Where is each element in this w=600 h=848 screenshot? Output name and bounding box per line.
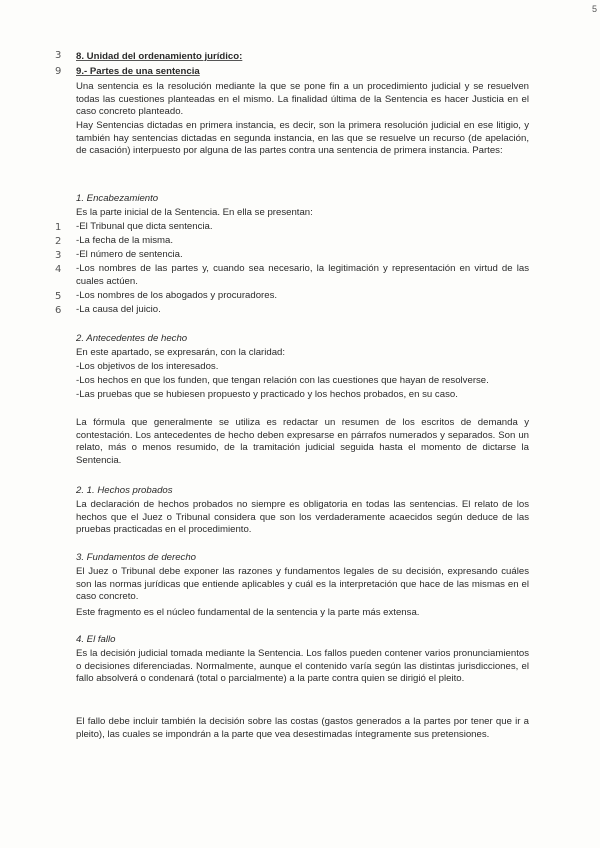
- list-item: -La causa del juicio.: [76, 304, 161, 315]
- paragraph-hechos-probados: La declaración de hechos probados no siempre es obligatoria en todas las sentencias. El relato de los hechos que el Juez o Tribunal considera que son los verdaderamente acaecidos según deduce de las pruebas practicadas en el procedimiento.: [76, 499, 529, 536]
- margin-mark: 3: [55, 250, 62, 261]
- paragraph-antecedentes: La fórmula que generalmente se utiliza es redactar un resumen de los escritos de demanda y contestación. Los antecedentes de hecho deben expresarse en párrafos numerados y separados. Son un relato, más o menos resumido, de la tramitación judicial seguida hasta el momento de dictarse la Sentencia.: [76, 417, 529, 466]
- paragraph-fundamentos: El Juez o Tribunal debe exponer las razones y fundamentos legales de su decisión, expresando cuáles son las normas jurídicas que entiende aplicables y cuál es la interpretación que hace de las mismas en el caso concreto.: [76, 566, 529, 603]
- page-number: 5: [591, 4, 597, 14]
- margin-mark: 2: [55, 236, 62, 247]
- section-title-antecedentes: 2. Antecedentes de hecho: [76, 333, 188, 344]
- section-lead: Es la parte inicial de la Sentencia. En ella se presentan:: [76, 207, 313, 218]
- list-item: -La fecha de la misma.: [76, 235, 174, 246]
- heading-8: 8. Unidad del ordenamiento jurídico:: [76, 51, 243, 62]
- list-item: -Los nombres de las partes y, cuando sea necesario, la legitimación y representación en virtud de las cuales actúen.: [76, 263, 529, 287]
- paragraph-fundamentos-2: Este fragmento es el núcleo fundamental de la sentencia y la parte más extensa.: [76, 607, 420, 618]
- list-item: -El Tribunal que dicta sentencia.: [76, 221, 213, 232]
- margin-mark: 5: [55, 291, 62, 302]
- margin-mark: 6: [55, 305, 62, 316]
- paragraph-fallo: Es la decisión judicial tomada mediante la Sentencia. Los fallos pueden contener varios pronunciamientos o decisiones diferenciadas. Normalmente, aunque el contenido varía según las distintas jurisdicciones, el fallo absolverá o condenará (total o parcialmente) a la parte contra quien se dirigió el pleito.: [76, 648, 529, 685]
- section-title-encabezamiento: 1. Encabezamiento: [76, 193, 159, 204]
- intro-paragraph-2: Hay Sentencias dictadas en primera instancia, es decir, son la primera resolución judicial en ese litigio, y también hay sentencias dictadas en segunda instancia, en las que se resuelve un recurso (de apelación, de casación) interpuesto por alguna de las partes contra una sentencia de primera instancia. Partes:: [76, 120, 529, 157]
- section-title-hechos-probados: 2. 1. Hechos probados: [76, 485, 173, 496]
- section-lead: En este apartado, se expresarán, con la claridad:: [76, 347, 286, 358]
- list-item: -Las pruebas que se hubiesen propuesto y practicado y los hechos probados, en su caso.: [76, 389, 458, 400]
- margin-mark: 9: [55, 66, 62, 77]
- list-item: -Los hechos en que los funden, que tengan relación con las cuestiones que hayan de resolverse.: [76, 375, 489, 386]
- list-item: -El número de sentencia.: [76, 249, 183, 260]
- margin-mark: 3: [55, 50, 62, 61]
- section-title-fundamentos: 3. Fundamentos de derecho: [76, 552, 197, 563]
- section-title-fallo: 4. El fallo: [76, 634, 116, 645]
- margin-mark: 1: [55, 222, 62, 233]
- list-item: -Los nombres de los abogados y procuradores.: [76, 290, 278, 301]
- margin-mark: 4: [55, 264, 62, 275]
- paragraph-fallo-2: El fallo debe incluir también la decisión sobre las costas (gastos generados a la partes por tener que ir a pleito), las cuales se impondrán a la parte que vea desestimadas íntegramente sus pretensiones.: [76, 716, 529, 740]
- intro-paragraph-1: Una sentencia es la resolución mediante la que se pone fin a un procedimiento judicial y se resuelven todas las cuestiones planteadas en el mismo. La finalidad última de la Sentencia es hacer Justicia en el caso concreto planteado.: [76, 81, 529, 118]
- heading-9: 9.- Partes de una sentencia: [76, 66, 200, 77]
- list-item: -Los objetivos de los interesados.: [76, 361, 219, 372]
